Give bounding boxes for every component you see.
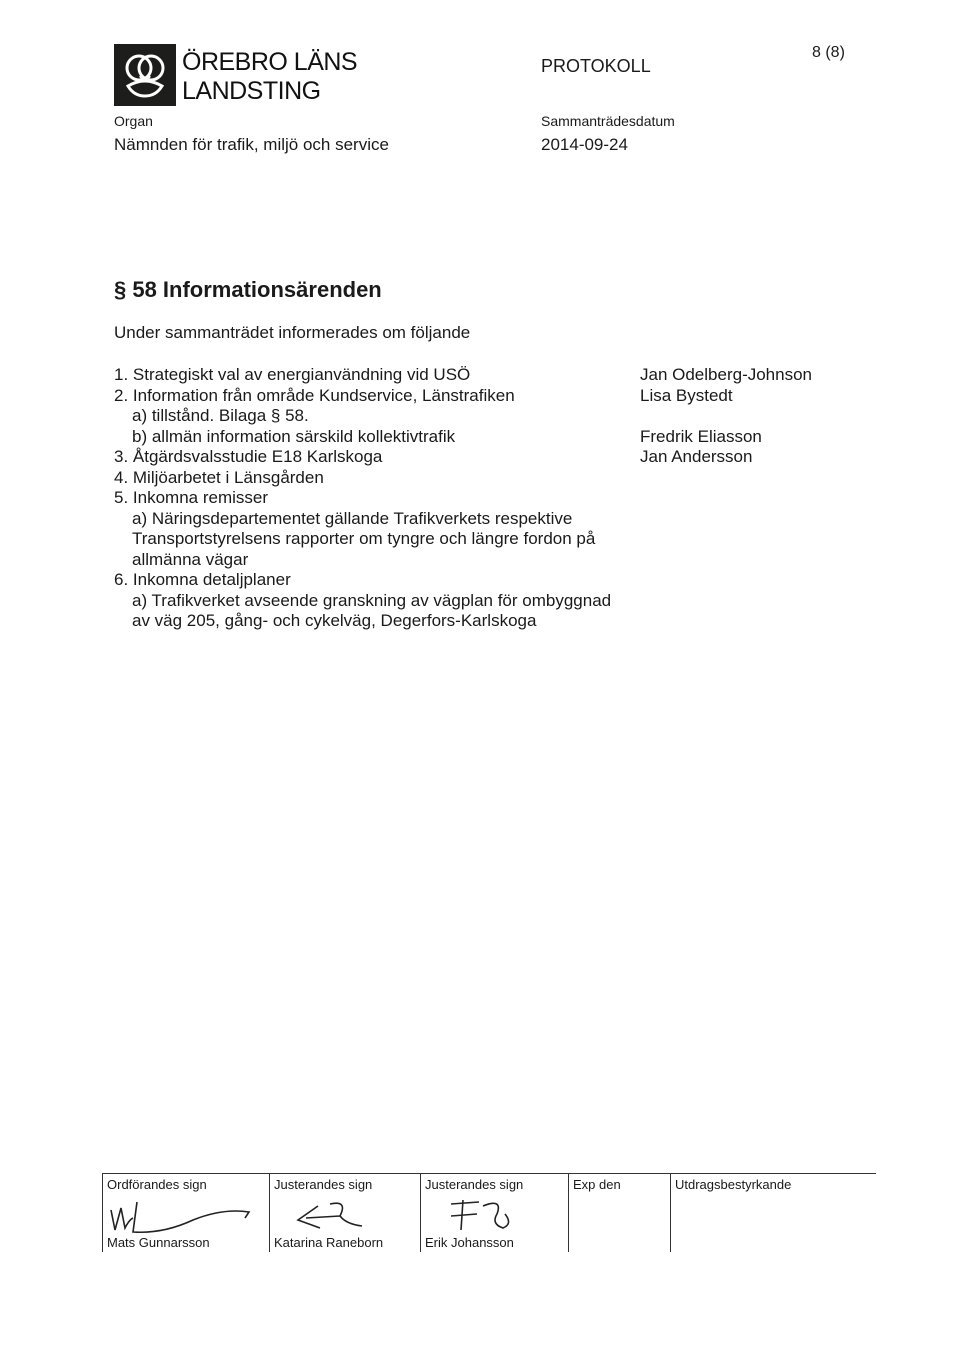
adjuster-1-signature-cell [269, 1174, 421, 1252]
presenter-name: Lisa Bystedt [640, 385, 733, 405]
adjuster-2-sign-label: Justerandes sign [425, 1177, 524, 1192]
exp-date-label: Exp den [573, 1177, 621, 1192]
emblem-icon [116, 46, 174, 104]
chair-signature-mark [103, 1190, 263, 1236]
agenda-list [114, 365, 611, 632]
logo-line-2: LANDSTING [182, 77, 321, 105]
county-council-logo-mark [114, 44, 176, 106]
list-item: allmänna vägar [132, 549, 249, 569]
logo-wordmark [182, 48, 357, 106]
adjuster-2-signature-cell [420, 1174, 569, 1252]
adjuster-2-signature-mark [421, 1190, 569, 1236]
chair-sign-label: Ordförandes sign [107, 1177, 207, 1192]
adjuster-1-name: Katarina Raneborn [274, 1235, 384, 1250]
list-item: a) Näringsdepartementet gällande Trafikverkets respektive [132, 508, 573, 528]
list-item: av väg 205, gång- och cykelväg, Degerfors-Karlskoga [132, 611, 537, 630]
list-item: a) tillstånd. Bilaga § 58. [132, 406, 309, 425]
list-item: 1. Strategiskt val av energianvändning vid USÖ [114, 365, 471, 384]
logo-line-1: ÖREBRO LÄNS [182, 48, 358, 76]
presenter-list [640, 365, 812, 468]
meeting-date-value: 2014-09-24 [541, 135, 628, 154]
list-item: 6. Inkomna detaljplaner [114, 570, 291, 589]
list-item: 5. Inkomna remisser [114, 488, 268, 507]
list-item: 4. Miljöarbetet i Länsgården [114, 467, 324, 487]
section-intro: Under sammanträdet informerades om följande [114, 323, 471, 342]
meeting-date-label: Sammanträdesdatum [541, 113, 675, 129]
list-item: Transportstyrelsens rapporter om tyngre och längre fordon på [132, 529, 596, 548]
adjuster-1-sign-label: Justerandes sign [274, 1177, 373, 1192]
list-item: b) allmän information särskild kollektivtrafik [132, 426, 456, 446]
list-item: a) Trafikverket avseende granskning av vägplan för ombyggnad [132, 590, 612, 610]
adjuster-1-signature-mark [270, 1190, 420, 1236]
list-item: 3. Åtgärdsvalsstudie E18 Karlskoga [114, 447, 383, 466]
document-type: PROTOKOLL [541, 56, 651, 76]
presenter-name: Jan Odelberg-Johnson [640, 365, 813, 384]
list-item: 2. Information från område Kundservice, Länstrafiken [114, 385, 515, 405]
signature-table [102, 1173, 876, 1252]
page-number: 8 (8) [812, 44, 845, 61]
exp-date-cell [568, 1174, 671, 1252]
chair-signature-cell [102, 1174, 270, 1252]
presenter-name: Jan Andersson [640, 447, 753, 466]
extract-certification-cell [670, 1174, 877, 1252]
chair-name: Mats Gunnarsson [107, 1235, 210, 1250]
section-title: § 58 Informationsärenden [114, 277, 382, 302]
organ-value: Nämnden för trafik, miljö och service [114, 135, 389, 154]
extract-certification-label: Utdragsbestyrkande [675, 1177, 792, 1192]
organ-label: Organ [114, 113, 153, 129]
presenter-spacer [640, 406, 812, 427]
adjuster-2-name: Erik Johansson [425, 1235, 514, 1250]
presenter-name: Fredrik Eliasson [640, 426, 762, 446]
